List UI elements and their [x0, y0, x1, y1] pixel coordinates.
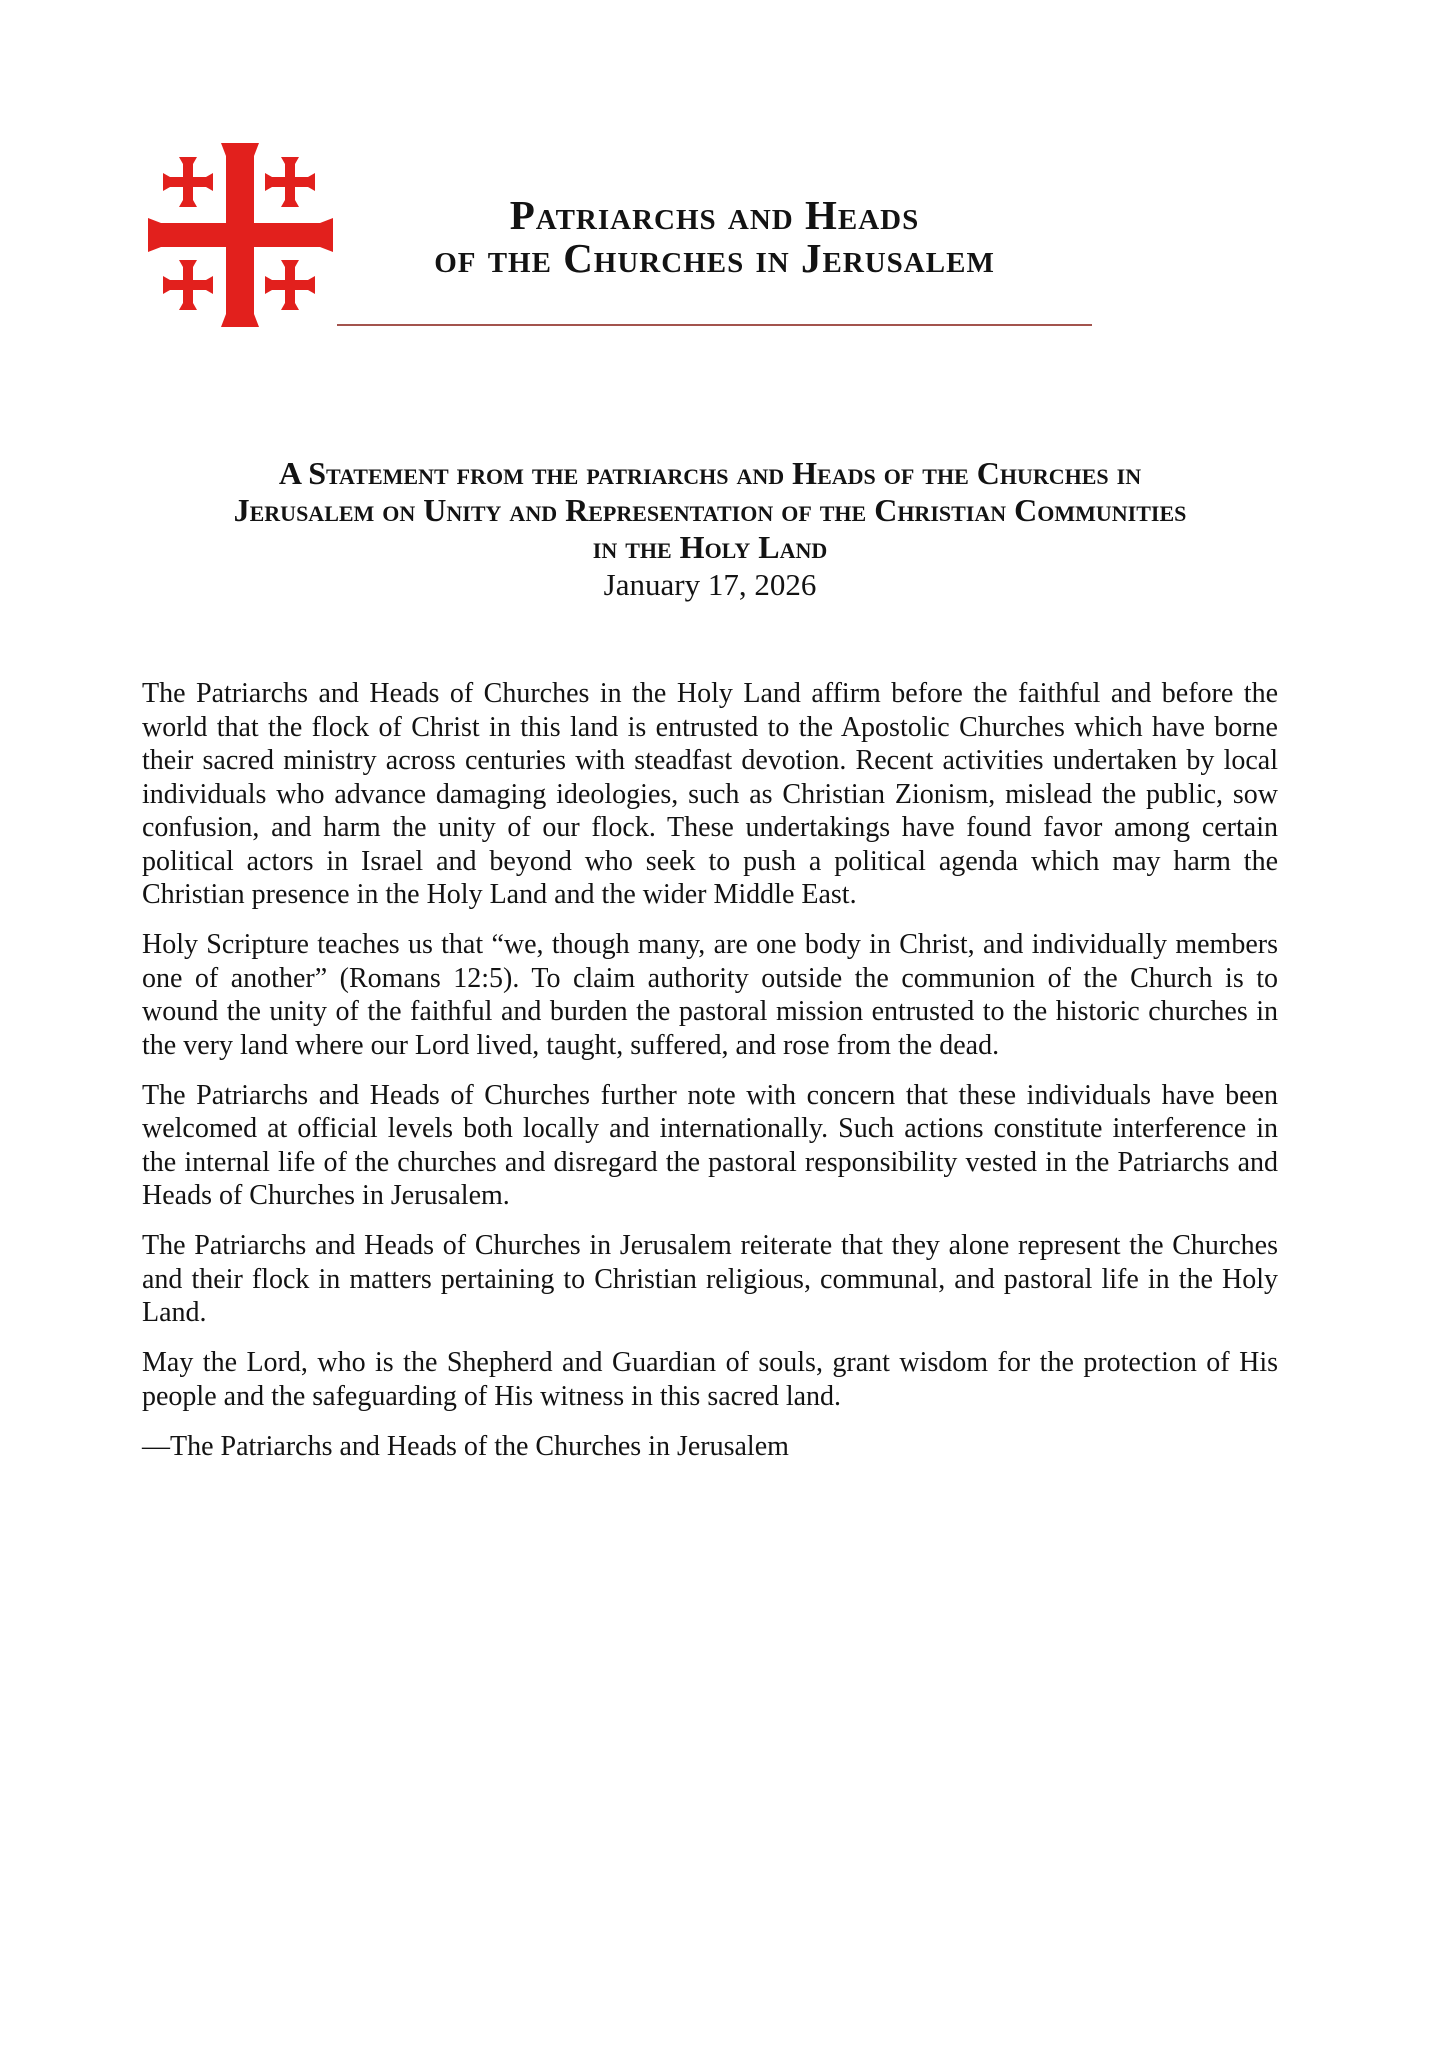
statement-body [142, 677, 1278, 1480]
jerusalem-cross-logo [148, 143, 333, 327]
body-paragraph-4: The Patriarchs and Heads of Churches in Jerusalem reiterate that they alone represent the Churches and their flock in matters pertaining to Christian religious, communal, and pastoral life in the Holy Land. [142, 1230, 1278, 1328]
org-name-line-1: Patriarchs and Heads [509, 192, 920, 238]
body-paragraph-1: The Patriarchs and Heads of Churches in the Holy Land affirm before the faithful and before the world that the flock of Christ in this land is entrusted to the Apostolic Churches which have borne their sacred ministry across centuries with steadfast devotion. Recent activities undertaken by local individuals who advance damaging ideologies, such as Christian Zionism, mislead the public, sow confusion, and harm the unity of our flock. These undertakings have found favor among certain political actors in Israel and beyond who seek to push a political agenda which may harm the Christian presence in the Holy Land and the wider Middle East. [142, 678, 1278, 910]
signature-line: —The Patriarchs and Heads of the Churches in Jerusalem [142, 1430, 789, 1462]
org-name-line-2: of the Churches in Jerusalem [434, 235, 995, 281]
statement-title-line-1: A Statement from the patriarchs and Heads of the Churches in [278, 455, 1142, 491]
statement-title-line-3: in the Holy Land [592, 529, 828, 565]
jerusalem-cross-icon [148, 143, 333, 327]
statement-title [142, 455, 1278, 603]
body-paragraph-5: May the Lord, who is the Shepherd and Guardian of souls, grant wisdom for the protection of His people and the safeguarding of His witness in this sacred land. [142, 1347, 1278, 1412]
statement-title-line-2: Jerusalem on Unity and Representation of the Christian Communities [233, 492, 1187, 528]
body-paragraph-3: The Patriarchs and Heads of Churches further note with concern that these individuals have been welcomed at official levels both locally and internationally. Such actions constitute interference in the internal life of the churches and disregard the pastoral responsibility vested in the Patriarchs and Heads of Churches in Jerusalem. [142, 1079, 1278, 1211]
statement-date: January 17, 2026 [603, 567, 817, 602]
body-paragraph-2: Holy Scripture teaches us that “we, though many, are one body in Christ, and individually members one of another” (Romans 12:5). To claim authority outside the communion of the Church is to wound the unity of the faithful and burden the pastoral mission entrusted to the historic churches in the very land where our Lord lived, taught, suffered, and rose from the dead. [142, 929, 1278, 1061]
letterhead-divider [337, 324, 1092, 326]
letterhead [337, 194, 1092, 334]
